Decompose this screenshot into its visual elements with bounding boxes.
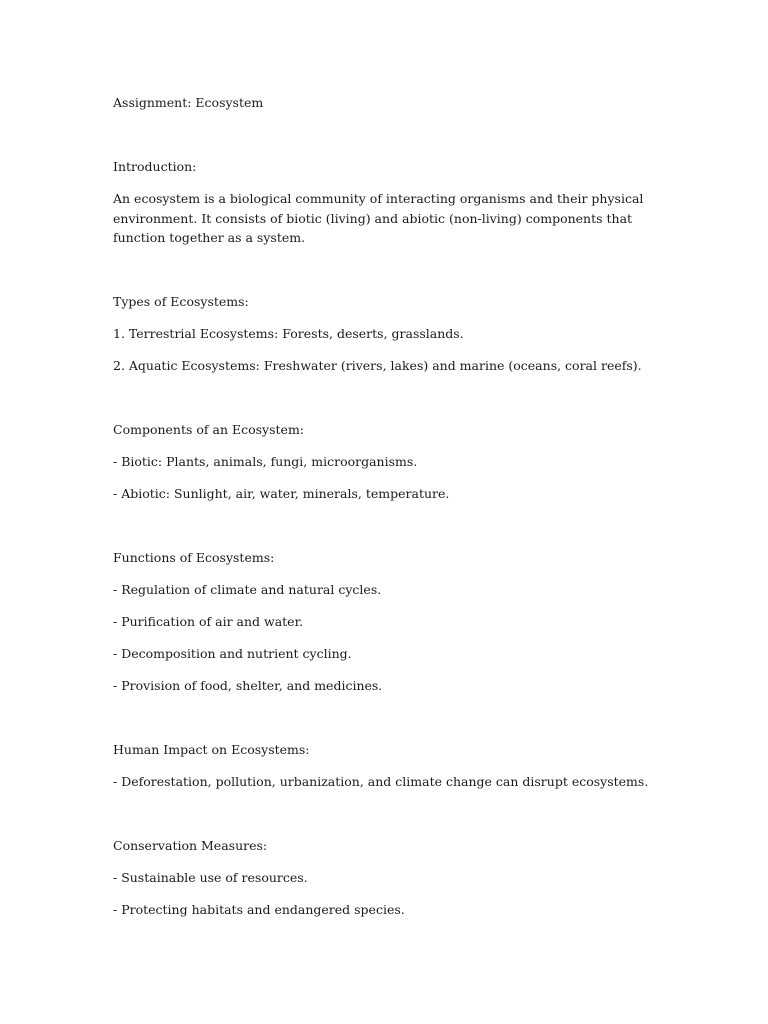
human-impact-heading: Human Impact on Ecosystems: <box>113 742 310 757</box>
components-heading: Components of an Ecosystem: <box>113 422 305 437</box>
introduction-heading: Introduction: <box>113 159 197 174</box>
types-item-aquatic: 2. Aquatic Ecosystems: Freshwater (rivers, lakes) and marine (oceans, coral reefs). <box>113 358 642 373</box>
conservation-heading: Conservation Measures: <box>113 838 268 853</box>
functions-item-purification: - Purification of air and water. <box>113 614 304 629</box>
functions-item-provision: - Provision of food, shelter, and medicines. <box>113 678 383 693</box>
components-item-biotic: - Biotic: Plants, animals, fungi, microorganisms. <box>113 454 418 469</box>
human-impact-item: - Deforestation, pollution, urbanization, and climate change can disrupt ecosystems. <box>113 774 649 789</box>
functions-heading: Functions of Ecosystems: <box>113 550 275 565</box>
types-item-terrestrial: 1. Terrestrial Ecosystems: Forests, deserts, grasslands. <box>113 326 464 341</box>
types-heading: Types of Ecosystems: <box>113 294 249 309</box>
conservation-item-protecting: - Protecting habitats and endangered species. <box>113 902 405 917</box>
functions-item-regulation: - Regulation of climate and natural cycles. <box>113 582 382 597</box>
document-title: Assignment: Ecosystem <box>113 95 264 110</box>
components-item-abiotic: - Abiotic: Sunlight, air, water, minerals, temperature. <box>113 486 450 501</box>
introduction-paragraph: An ecosystem is a biological community of interacting organisms and their physical environment. It consists of biotic (living) and abiotic (non-living) components that function together as a system. <box>113 191 644 245</box>
conservation-item-sustainable: - Sustainable use of resources. <box>113 870 308 885</box>
functions-item-decomposition: - Decomposition and nutrient cycling. <box>113 646 352 661</box>
